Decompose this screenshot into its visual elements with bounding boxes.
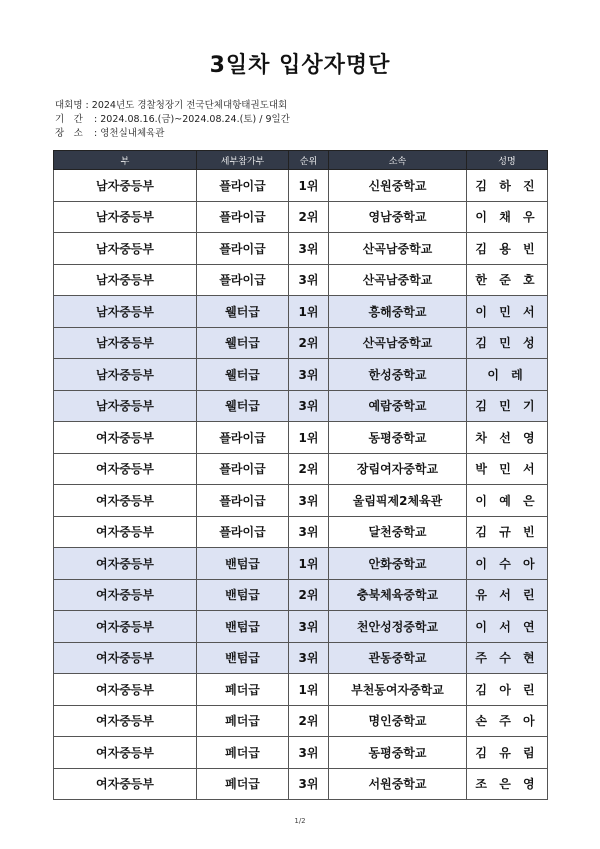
table-row	[54, 201, 548, 233]
cell-rank: 3위	[289, 611, 329, 643]
cell-school: 영남중학교	[329, 201, 467, 233]
cell-name: 차 선 영	[467, 422, 548, 454]
cell-school: 장림여자중학교	[329, 453, 467, 485]
cell-name: 박 민 서	[467, 453, 548, 485]
cell-name: 유 서 린	[467, 579, 548, 611]
cell-name: 손 주 아	[467, 705, 548, 737]
table-row	[54, 453, 548, 485]
page-title: 3일차 입상자명단	[209, 53, 391, 78]
cell-school: 흥해중학교	[329, 296, 467, 328]
table-row	[54, 737, 548, 769]
cell-rank: 3위	[289, 485, 329, 517]
cell-division: 여자중등부	[54, 516, 197, 548]
cell-name: 한 준 호	[467, 264, 548, 296]
event-period-value: 2024.08.16.(금)~2024.08.24.(토) / 9일간	[100, 114, 290, 125]
cell-school: 관동중학교	[329, 642, 467, 674]
cell-school: 서원중학교	[329, 768, 467, 800]
cell-school: 천안성정중학교	[329, 611, 467, 643]
cell-name: 김 민 기	[467, 390, 548, 422]
cell-school: 산곡남중학교	[329, 264, 467, 296]
table-row	[54, 579, 548, 611]
table-row	[54, 516, 548, 548]
header-division: 부	[54, 151, 197, 170]
cell-name: 김 아 린	[467, 674, 548, 706]
table-row	[54, 768, 548, 800]
cell-school: 달천중학교	[329, 516, 467, 548]
cell-rank: 3위	[289, 359, 329, 391]
event-info	[55, 99, 290, 141]
cell-school: 동평중학교	[329, 737, 467, 769]
cell-category: 플라이급	[197, 485, 289, 517]
cell-school: 안화중학교	[329, 548, 467, 580]
cell-category: 페더급	[197, 674, 289, 706]
cell-rank: 2위	[289, 327, 329, 359]
table-row	[54, 548, 548, 580]
cell-rank: 2위	[289, 201, 329, 233]
cell-rank: 1위	[289, 548, 329, 580]
table-row	[54, 170, 548, 202]
cell-category: 페더급	[197, 768, 289, 800]
cell-rank: 2위	[289, 453, 329, 485]
cell-division: 남자중등부	[54, 359, 197, 391]
cell-category: 페더급	[197, 705, 289, 737]
cell-category: 플라이급	[197, 170, 289, 202]
cell-category: 밴텀급	[197, 642, 289, 674]
table-row	[54, 642, 548, 674]
header-name: 성명	[467, 151, 548, 170]
header-rank: 순위	[289, 151, 329, 170]
cell-category: 밴텀급	[197, 579, 289, 611]
cell-division: 여자중등부	[54, 579, 197, 611]
header-school: 소속	[329, 151, 467, 170]
cell-name: 이 수 아	[467, 548, 548, 580]
cell-name: 이 서 연	[467, 611, 548, 643]
cell-category: 플라이급	[197, 453, 289, 485]
table-body	[54, 170, 548, 800]
cell-category: 플라이급	[197, 233, 289, 265]
table-row	[54, 359, 548, 391]
cell-division: 여자중등부	[54, 485, 197, 517]
cell-division: 여자중등부	[54, 674, 197, 706]
cell-division: 여자중등부	[54, 737, 197, 769]
header-category: 세부참가부	[197, 151, 289, 170]
cell-name: 조 은 영	[467, 768, 548, 800]
cell-school: 동평중학교	[329, 422, 467, 454]
cell-name: 김 하 진	[467, 170, 548, 202]
table-row	[54, 327, 548, 359]
cell-division: 여자중등부	[54, 453, 197, 485]
cell-division: 남자중등부	[54, 233, 197, 265]
event-name-label: 대회명	[55, 100, 83, 111]
cell-category: 페더급	[197, 737, 289, 769]
cell-rank: 3위	[289, 516, 329, 548]
event-venue-value: 영천실내체육관	[100, 128, 165, 139]
cell-category: 밴텀급	[197, 611, 289, 643]
cell-category: 플라이급	[197, 201, 289, 233]
cell-school: 충북체육중학교	[329, 579, 467, 611]
cell-category: 웰터급	[197, 296, 289, 328]
cell-school: 부천동여자중학교	[329, 674, 467, 706]
table-row	[54, 296, 548, 328]
cell-rank: 3위	[289, 737, 329, 769]
cell-name: 이 예 은	[467, 485, 548, 517]
cell-division: 남자중등부	[54, 201, 197, 233]
event-venue-row: 장 소 : 영천실내체육관	[55, 128, 165, 139]
cell-division: 여자중등부	[54, 642, 197, 674]
page-number: 1/2	[294, 817, 306, 825]
cell-rank: 3위	[289, 264, 329, 296]
cell-rank: 3위	[289, 233, 329, 265]
event-venue-label: 장 소	[55, 128, 83, 139]
cell-division: 남자중등부	[54, 390, 197, 422]
cell-name: 김 유 림	[467, 737, 548, 769]
cell-division: 여자중등부	[54, 705, 197, 737]
winners-table	[53, 150, 548, 800]
cell-rank: 2위	[289, 579, 329, 611]
cell-school: 신원중학교	[329, 170, 467, 202]
event-period-label: 기 간	[55, 114, 83, 125]
event-period-row: 기 간 : 2024.08.16.(금)~2024.08.24.(토) / 9일간	[55, 114, 290, 125]
cell-name: 김 용 빈	[467, 233, 548, 265]
cell-name: 이 민 서	[467, 296, 548, 328]
cell-category: 웰터급	[197, 359, 289, 391]
cell-category: 플라이급	[197, 422, 289, 454]
cell-division: 여자중등부	[54, 548, 197, 580]
cell-rank: 1위	[289, 170, 329, 202]
cell-rank: 1위	[289, 296, 329, 328]
cell-division: 남자중등부	[54, 296, 197, 328]
table-row	[54, 611, 548, 643]
cell-name: 주 수 현	[467, 642, 548, 674]
cell-rank: 3위	[289, 390, 329, 422]
table-row	[54, 233, 548, 265]
cell-division: 남자중등부	[54, 170, 197, 202]
cell-school: 예람중학교	[329, 390, 467, 422]
cell-name: 김 규 빈	[467, 516, 548, 548]
cell-rank: 3위	[289, 768, 329, 800]
cell-school: 한성중학교	[329, 359, 467, 391]
table-row	[54, 390, 548, 422]
cell-school: 울림픽제2체육관	[329, 485, 467, 517]
cell-category: 플라이급	[197, 516, 289, 548]
event-name-row: 대회명 : 2024년도 경찰청장기 전국단체대항태권도대회	[55, 100, 288, 111]
cell-category: 플라이급	[197, 264, 289, 296]
cell-name: 이 레	[467, 359, 548, 391]
table-row	[54, 485, 548, 517]
table-row	[54, 674, 548, 706]
cell-division: 남자중등부	[54, 327, 197, 359]
cell-category: 웰터급	[197, 327, 289, 359]
cell-rank: 1위	[289, 422, 329, 454]
event-name-value: 2024년도 경찰청장기 전국단체대항태권도대회	[91, 100, 288, 111]
cell-division: 남자중등부	[54, 264, 197, 296]
table-row	[54, 705, 548, 737]
table-row	[54, 422, 548, 454]
cell-name: 이 채 우	[467, 201, 548, 233]
cell-division: 여자중등부	[54, 422, 197, 454]
cell-rank: 1위	[289, 674, 329, 706]
cell-school: 산곡남중학교	[329, 233, 467, 265]
cell-category: 밴텀급	[197, 548, 289, 580]
cell-division: 여자중등부	[54, 768, 197, 800]
cell-school: 명인중학교	[329, 705, 467, 737]
cell-school: 산곡남중학교	[329, 327, 467, 359]
table-header-row	[54, 151, 548, 170]
cell-rank: 2위	[289, 705, 329, 737]
cell-name: 김 민 성	[467, 327, 548, 359]
cell-division: 여자중등부	[54, 611, 197, 643]
cell-category: 웰터급	[197, 390, 289, 422]
cell-rank: 3위	[289, 642, 329, 674]
table-row	[54, 264, 548, 296]
